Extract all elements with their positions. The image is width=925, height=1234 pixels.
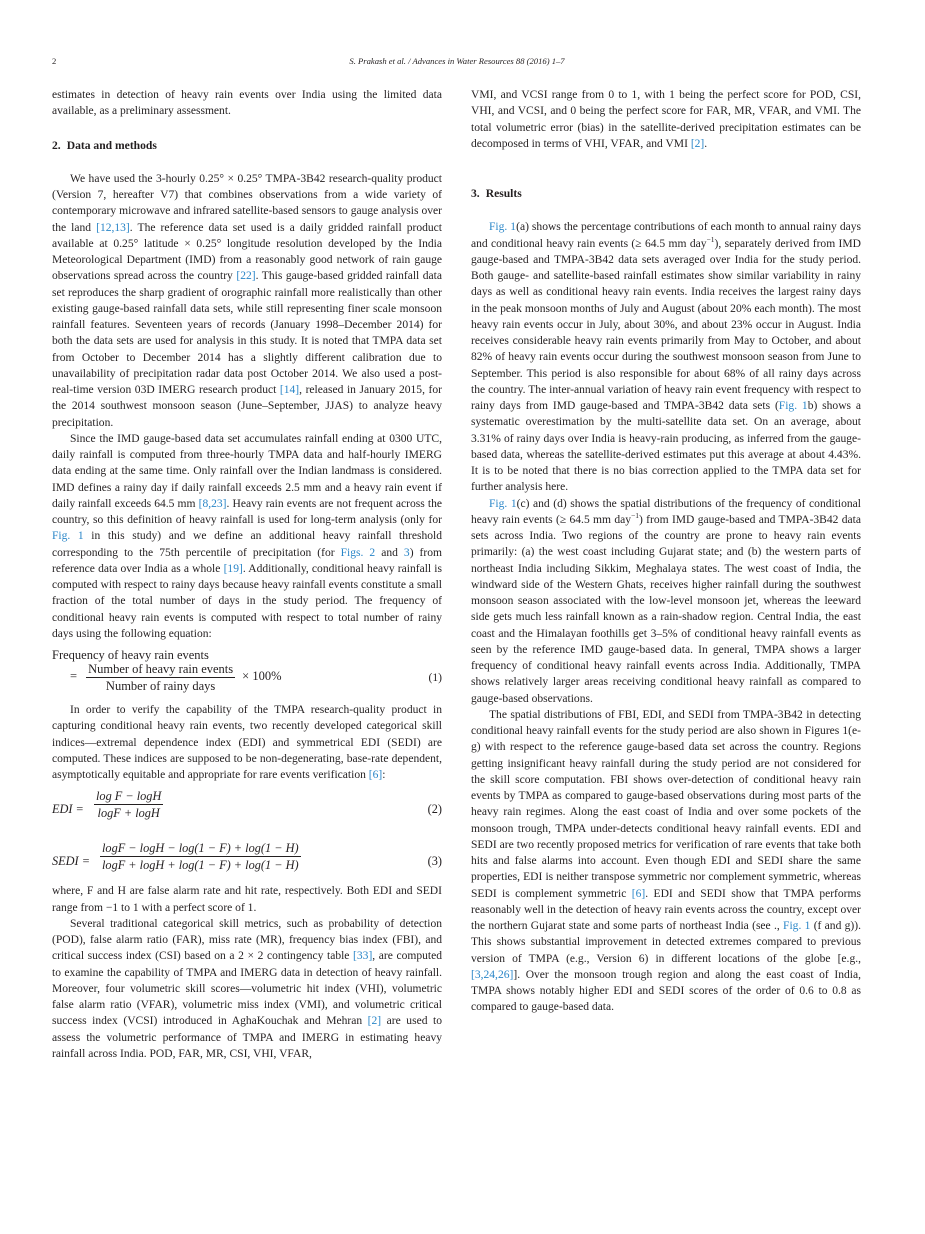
section-number: 3. [471, 187, 480, 200]
paragraph-edi-sedi [52, 702, 442, 783]
text: Several traditional categorical skill metrics, such as probability of detection (POD), false alarm ratio (FAR), miss rate (MR), frequency bias index (FBI), and critical success index (CSI) based on a 2 × 2 contingency table [52, 917, 442, 963]
journal-citation: S. Prakash et al. / Advances in Water Resources 88 (2016) 1–7 [349, 56, 565, 66]
section-title: Data and methods [66, 138, 157, 152]
text: . Additionally, conditional heavy rainfall is computed with respect to rainy days because heavy rainfall events constitute a small fraction of the total number of days in the study period. The frequency of conditional heavy rain events is computed with respect to total number of rainy days using the following equation: [52, 562, 442, 640]
paragraph-where: where, F and H are false alarm rate and hit rate, respectively. Both EDI and SEDI range from −1 to 1 with a perfect score of 1. [52, 885, 442, 914]
text: are used to assess the volumetric performance of TMPA and IMERG in estimating heavy rainfall across India. POD, FAR, MR, CSI, VHI, VFAR, [52, 1015, 443, 1060]
text: and [375, 546, 404, 559]
citation-link[interactable]: [14] [279, 384, 300, 396]
page-number: 2 [52, 56, 57, 66]
citation-link[interactable]: [33] [353, 950, 373, 963]
text: VMI, and VCSI range from 0 to 1, with 1 being the perfect score for POD, CSI, VHI, and VCSI, and 0 being the perfect score for FAR, MR, VFAR, and VMI. The total volumetric error (bias) in the satellite-derived precipitation estimates can be decomposed in terms of VHI, VFAR, and VMI [471, 89, 861, 150]
right-column [471, 87, 861, 1016]
text: In order to verify the capability of the TMPA research-quality product in capturing conditional heavy rain events, two recently developed categorical skill indices—extremal dependence index (EDI) and symmetrical EDI (SEDI) are computed. These indices are supposed to be non-degenerating, base-rate dependent, asymptotically equitable and appropriate for rare events verification [52, 704, 442, 781]
citation-link[interactable]: [19] [223, 562, 243, 575]
figure-link[interactable]: Figs. 2 [340, 546, 376, 559]
citation-link[interactable]: [6] [631, 887, 646, 900]
denominator: logF + logH [97, 806, 160, 821]
text: . This gauge-based gridded rainfall data set reproduces the sharp gradient of orographic rainfall more realistically than other existing gauge-based rainfall data sets, while still representing finer scale monsoon rainfall features. Seventeen years of records (January 1998–December 2014) for both the data sets are used for analysis in this study. It is noted that TMPA data set from October to December 2014 has a slightly different calibration due to unavailability of precipitation radar data post October 2014. We also used a post-real-time version 03D IMERG research product [52, 270, 442, 396]
text: , are computed to examine the capability of TMPA and IMERG data in detection of heavy rainfall. Moreover, four volumetric skill scores—volumetric hit index (VHI), volumetric false alarm ratio (VFAR), volumetric miss index (VMI), and volumetric critical success index (VCSI) introduced in AghaKouchak and Mehran [52, 950, 443, 1028]
denominator: logF + logH + log(1 − F) + log(1 − H) [102, 858, 299, 873]
section-heading-data-methods [52, 138, 442, 154]
equation-1 [52, 647, 442, 699]
section-title: Results [485, 187, 522, 200]
citation-link[interactable]: [2] [367, 1015, 382, 1028]
citation-link[interactable]: [6] [368, 769, 383, 781]
text: ) from IMD gauge-based and TMPA-3B42 data sets across India. Two regions of the country are prone to heavy rain events primarily: (a) the west coast including Gujarat state; and (b) the western parts of northeast India including Sikkim, Meghalaya states. The west coast of India, the windward side of the Western Ghats, receives higher rainfall during the southwest monsoon season associated with the low-level monsoon jet, whereas the leeward side gets much less rainfall known as a rain-shadow region. Central India, the east coast and the Himalayan foothills get 3–5% of conditional heavy rainfall events as seen by the reference IMD gauge-based data. In general, TMPA shows a larger frequency of conditional heavy rainfall events across India. Additionally, TMPA shows relatively larger areas receiving conditional heavy rainfall as compared to gauge-based observations. [471, 513, 861, 705]
superscript: −1 [706, 234, 715, 244]
citation-link[interactable]: [3,24,26] [471, 968, 514, 981]
superscript: −1 [631, 510, 639, 520]
paragraph-results-2 [471, 496, 861, 707]
citation-link[interactable]: [12,13] [96, 221, 130, 234]
left-column [52, 87, 442, 1062]
text: (c) and (d) shows the spatial distributions of the frequency of conditional heavy rain events (≥ 64.5 mm day [471, 497, 861, 526]
equation-2 [52, 788, 442, 830]
text: We have used the 3-hourly 0.25° × 0.25° TMPA-3B42 research-quality product (Version 7, hereafter V7) that combines observations from a wide variety of contemporary microwave and infrared satellite-based sensors to gauge analysis over the land [52, 172, 442, 234]
citation-link[interactable]: [22] [236, 270, 256, 283]
equation-fraction [86, 661, 235, 694]
text: . [704, 137, 708, 150]
equation-fraction [94, 788, 163, 821]
intro-tail-paragraph: estimates in detection of heavy rain events over India using the limited data available, as a preliminary assessment. [52, 89, 442, 118]
equation-number: (1) [428, 672, 442, 684]
citation-link[interactable]: [8,23] [198, 497, 227, 510]
citation-link[interactable]: [2] [690, 137, 705, 150]
text: (a) shows the percentage contributions of each month to annual rainy days and conditional heavy rain events (≥ 64.5 mm day [471, 221, 861, 250]
text: . Heavy rain events are not frequent across the country, so this definition of heavy rainfall is used for long-term analysis (only for [52, 497, 442, 526]
text: in this study) and we define an additional heavy rainfall threshold corresponding to the 75th percentile of precipitation (for [52, 530, 442, 559]
section-heading-results [471, 186, 861, 202]
equation-3 [52, 840, 442, 882]
equals-sign: = [70, 669, 78, 684]
numerator: logF − logH − log(1 − F) + log(1 − H) [102, 841, 299, 856]
paragraph-results-3 [471, 707, 861, 1016]
text: ), separately derived from IMD gauge-based and TMPA-3B42 data sets averaged over India for the study period. Both gauge- and satellite-based rainfall estimates show similar variability in rainy days as well as conditional heavy rain events. India receives the largest rainy days in the peak monsoon months of July and August (about 20% each month). The most heavy rain events occur in July, about 30%, and about 23% occur in August. India receives considerable heavy rain events primarily from May to October, and about 82% of heavy rain events occur during the southwest monsoon season from June to September. This period is also responsible for about 68% of all rainy days across the country. The inter-annual variation of heavy rain event frequency with respect to rainy days from IMD gauge-based and TMPA-3B42 data sets ( [471, 237, 861, 412]
paragraph-data [52, 171, 442, 431]
figure-link[interactable]: 3 [403, 546, 410, 559]
text: : [382, 769, 386, 781]
equation-number: (3) [427, 854, 442, 869]
numerator: log F − logH [96, 789, 162, 804]
equation-number: (2) [427, 802, 442, 817]
running-header [52, 56, 862, 70]
text: (f and g)). This shows substantial improvement in detected extremes compared to previous version of TMPA (e.g., Version 6) in different locations of the globe [e.g., [471, 920, 861, 965]
text: b) shows a systematic overestimation by the multi-satellite data set. On an average, about 3.31% of rainy days over India is heavy-rain producing, as inferred from the gauge-based data, whereas the satellite-derived estimates put this average at about 4.43%. It is to be noted that there is no bias correction applied to the TMPA data set for further analysis here. [471, 400, 861, 494]
paragraph-skill-metrics [52, 916, 442, 1062]
text: ) from reference data over India as a whole [52, 546, 442, 575]
paragraph-results-1 [471, 219, 861, 495]
text: , released in January 2015, for the 2014 southwest monsoon season (June–September, JJAS) to analyze heavy precipitation. [52, 384, 442, 429]
figure-link[interactable]: Fig. 1 [783, 920, 811, 932]
equation-lhs: EDI = [52, 802, 84, 817]
figure-link[interactable]: Fig. 1 [52, 530, 84, 543]
paragraph-definitions [52, 431, 442, 642]
equation-body [70, 661, 282, 694]
equation-lhs: Frequency of heavy rain events [52, 648, 209, 662]
figure-link[interactable]: Fig. 1 [489, 221, 517, 234]
text: ]. Over the monsoon trough region and along the east coast of India, TMPA shows notably higher EDI and SEDI scores of the order of 0.6 to 0.8 as compared to gauge-based data. [471, 968, 861, 1014]
section-number: 2. [52, 138, 61, 152]
paragraph-continuation [471, 87, 861, 152]
text: . The reference data set used is a daily gridded rainfall product available at 0.25° latitude × 0.25° longitude resolution developed by the India Meteorological Department (IMD) from a reasonably good network of rain gauge observations spread across the country [52, 221, 442, 283]
figure-link[interactable]: Fig. 1 [489, 497, 517, 510]
text: The spatial distributions of FBI, EDI, and SEDI from TMPA-3B42 in detecting conditional heavy rainfall events for the study period are also shown in Figures 1(e-g) with respect to the reference gauge-based data set across the country. Regions getting insignificant heavy rainfall during the study period are not considered for the skill score computation. FBI shows over-detection of conditional heavy rain events by TMPA as compared to gauge-based observations during most parts of the heavy rain regimes. Along the east coast of India and over some pockets of the monsoon trough, TMPA under-detects conditional heavy rainfall events. EDI and SEDI are two recently proposed metrics for verification of rare events that take both hits and false alarms into account. Even though EDI and SEDI share the same properties, EDI is neither transpose symmetric nor complement symmetric, whereas SEDI is complement symmetric [471, 708, 861, 900]
numerator: Number of heavy rain events [88, 662, 234, 676]
equation-fraction [100, 840, 301, 873]
equation-lhs: SEDI = [52, 854, 91, 869]
text: Since the IMD gauge-based data set accumulates rainfall ending at 0300 UTC, daily rainfall is computed from three-hourly TMPA data and half-hourly IMERG data ending at the same time. Only rainfall over the Indian landmass is considered. IMD defines a rainy day if daily rainfall exceeds 2.5 mm and a heavy rain event if daily rainfall exceeds 64.5 mm [52, 432, 442, 510]
equation-tail: × 100% [242, 669, 282, 684]
denominator: Number of rainy days [105, 679, 216, 693]
text: . EDI and SEDI show that TMPA performs reasonably well in the detection of heavy rain events across the country, except over the northern Gujarat state and some parts of northeast India (see ., [471, 887, 861, 932]
figure-link[interactable]: Fig. 1 [778, 400, 808, 412]
